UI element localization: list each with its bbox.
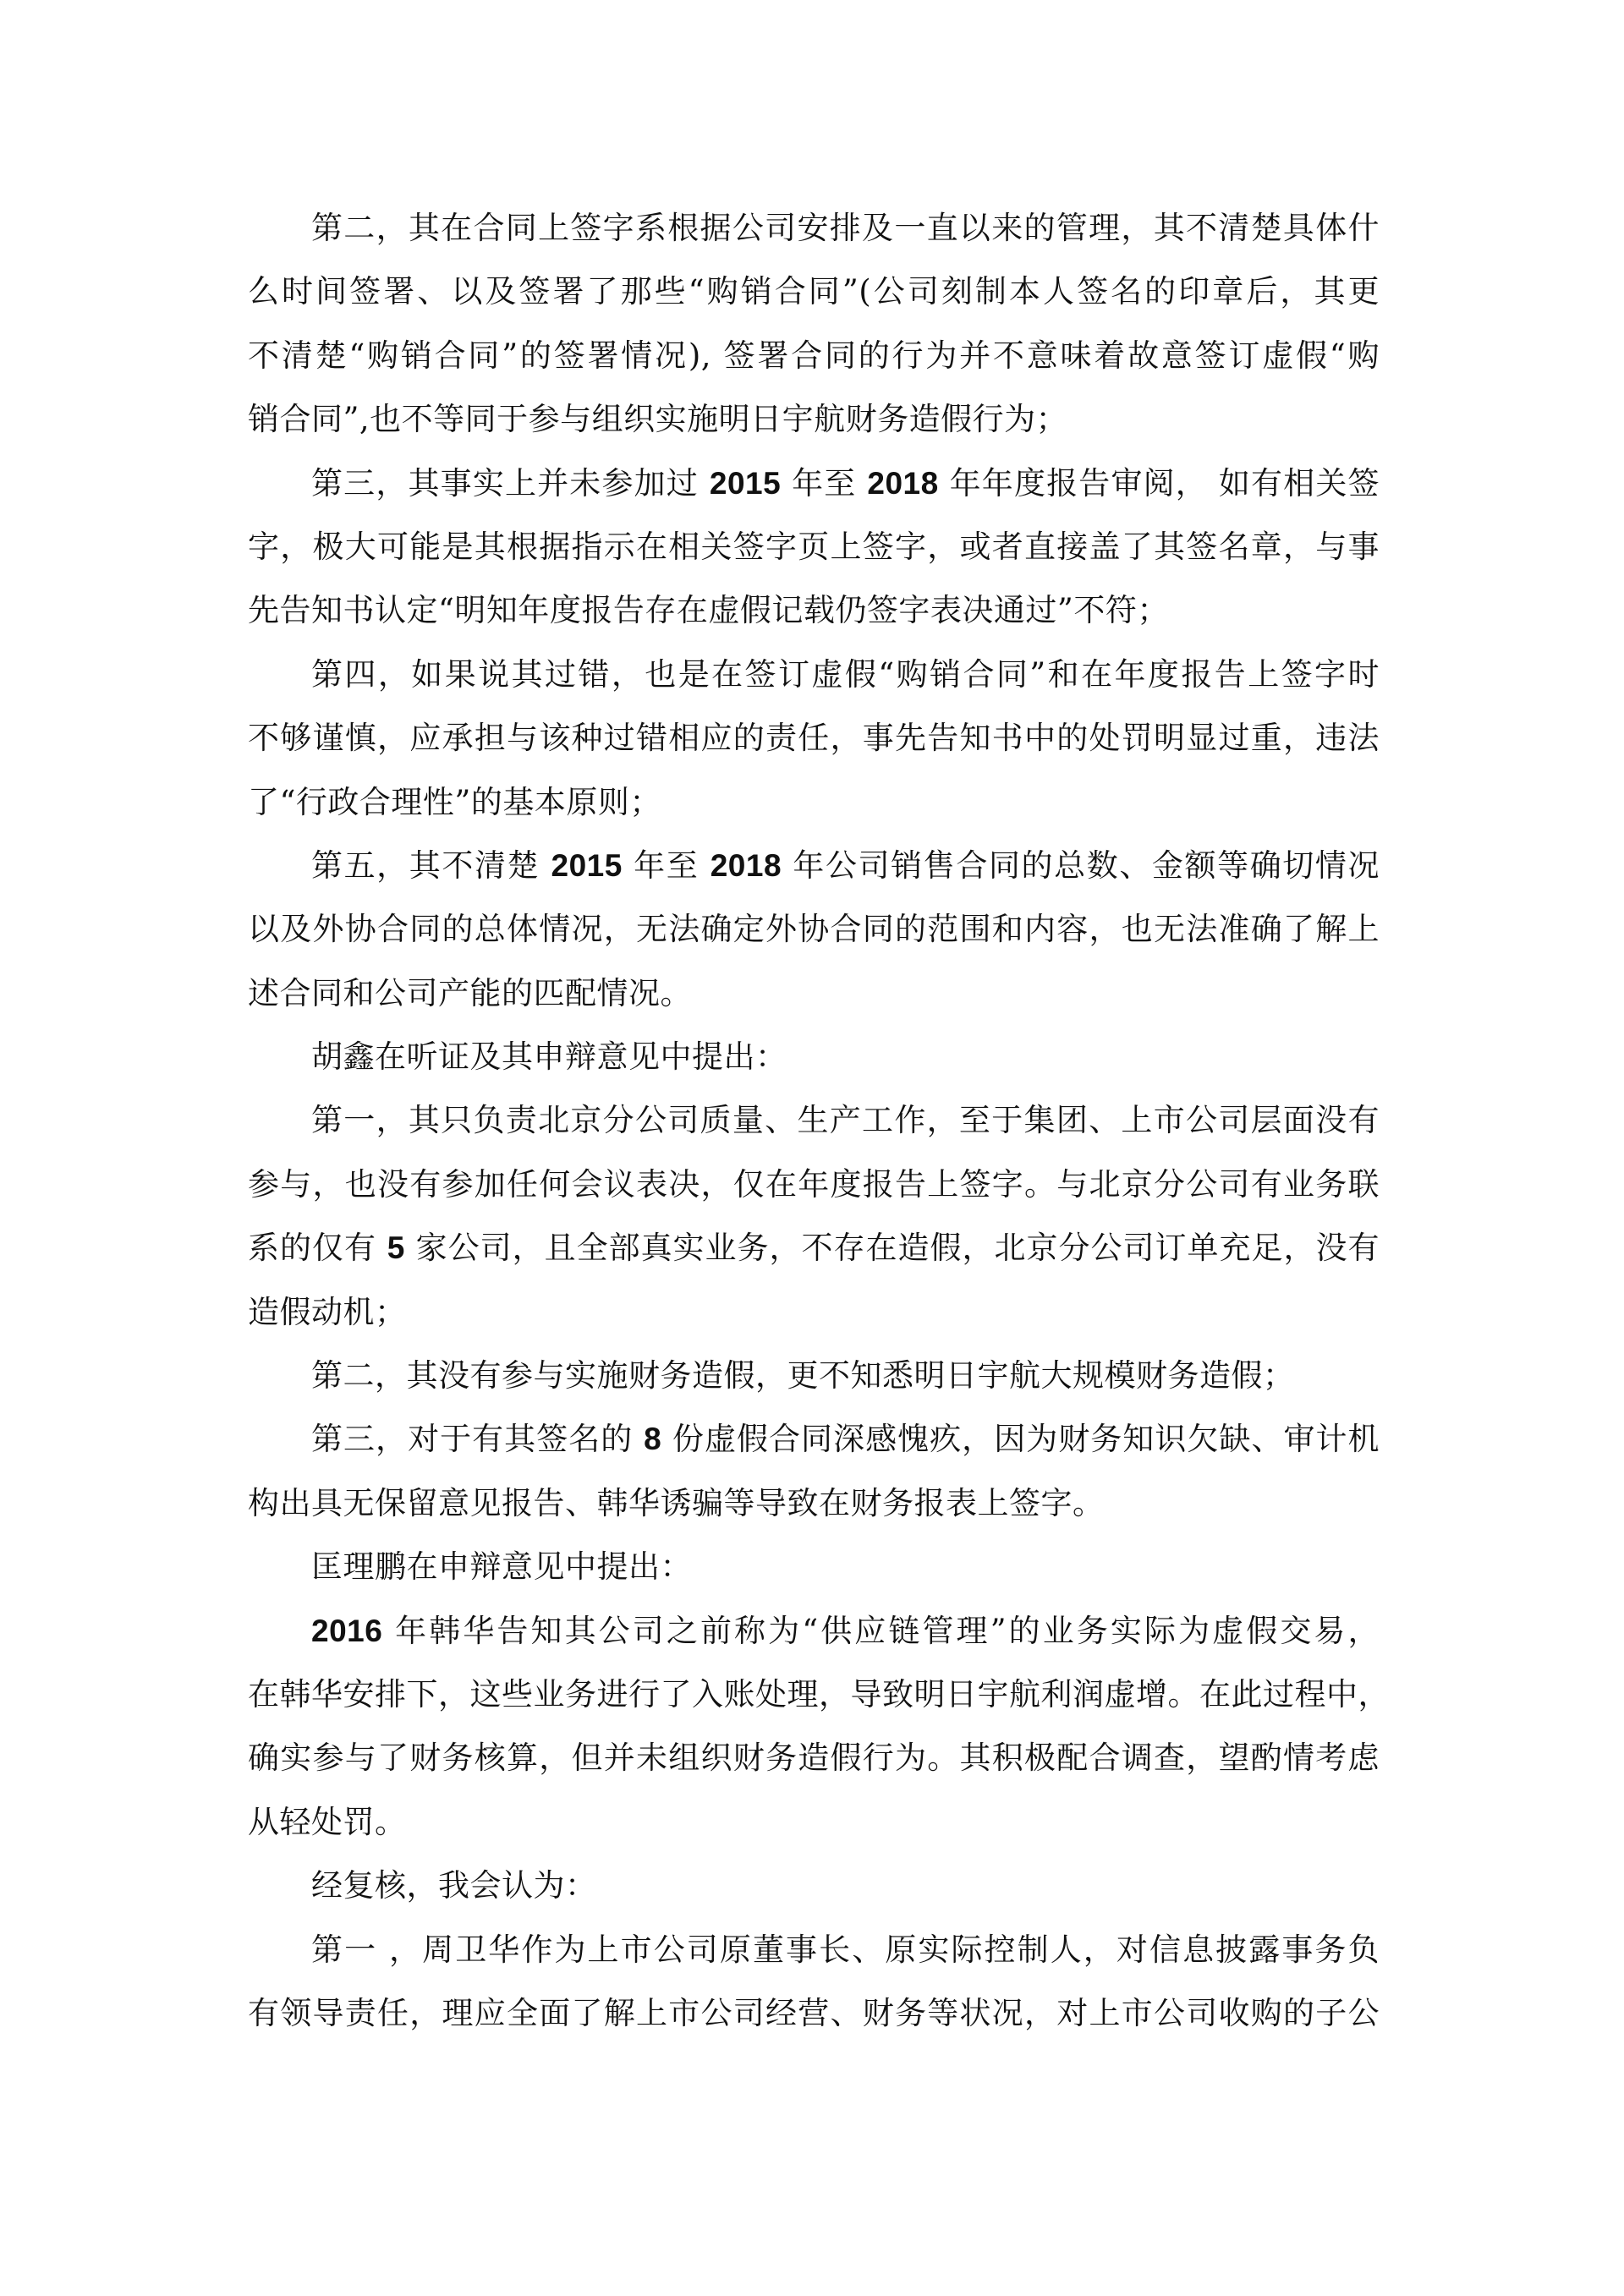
text-line: 2016 年韩华告知其公司之前称为“供应链管理”的业务实际为虚假交易， [311, 1612, 1380, 1649]
numeral: 2015 [709, 465, 782, 501]
text-line: 不够谨慎，应承担与该种过错相应的责任，事先告知书中的处罚明显过重，违法 [248, 720, 1380, 757]
numeral: 2015 [551, 847, 623, 883]
paragraph-kuang-lipeng-heading [248, 1535, 1380, 1598]
text-line: 么时间签署、以及签署了那些“购销合同”(公司刻制本人签名的印章后，其更 [248, 273, 1380, 310]
paragraph-third-point-annual-report [248, 452, 1380, 643]
text-line: 第二，其没有参与实施财务造假，更不知悉明日宇航大规模财务造假； [311, 1357, 1295, 1395]
text-line: 第四，如果说其过错，也是在签订虚假“购销合同”和在年度报告上签字时 [311, 655, 1380, 693]
text-line: 了“行政合理性”的基本原则； [248, 783, 661, 820]
paragraph-second-point-signing [248, 196, 1380, 452]
text-line: 以及外协合同的总体情况，无法确定外协合同的范围和内容，也无法准确了解上 [248, 911, 1380, 948]
paragraph-hu-xin-heading [248, 1025, 1380, 1088]
text-line: 匡理鹏在申辩意见中提出： [311, 1548, 692, 1586]
paragraph-fifth-point-contracts [248, 834, 1380, 1025]
text-line: 述合同和公司产能的匹配情况。 [248, 974, 692, 1011]
paragraph-review-heading [248, 1854, 1380, 1917]
paragraph-hu-xin-third [248, 1407, 1380, 1535]
text-line: 从轻处罚。 [248, 1803, 407, 1840]
text-line: 第一，其只负责北京分公司质量、生产工作，至于集团、上市公司层面没有 [311, 1102, 1380, 1139]
text-line: 系的仅有 5 家公司，且全部真实业务，不存在造假，北京分公司订单充足，没有 [248, 1230, 1380, 1267]
text-line: 确实参与了财务核算，但并未组织财务造假行为。其积极配合调查，望酌情考虑 [248, 1740, 1380, 1777]
document-body [248, 196, 1390, 2045]
text-line: 第三，其事实上并未参加过 2015 年至 2018 年年度报告审阅， 如有相关签 [311, 464, 1380, 501]
text-line: 胡鑫在听证及其申辩意见中提出： [311, 1038, 787, 1076]
text-line: 构出具无保留意见报告、韩华诱骗等导致在财务报表上签字。 [248, 1484, 1105, 1521]
text-line: 在韩华安排下，这些业务进行了入账处理，导致明日宇航利润虚增。在此过程中， [248, 1675, 1390, 1712]
numeral: 2018 [710, 847, 782, 883]
text-line: 第一 ，周卫华作为上市公司原董事长、原实际控制人，对信息披露事务负 [311, 1931, 1380, 1968]
text-line: 字，极大可能是其根据指示在相关签字页上签字，或者直接盖了其签名章，与事 [248, 528, 1380, 565]
paragraph-hu-xin-second [248, 1344, 1380, 1407]
paragraph-fourth-point-fault [248, 643, 1380, 834]
numeral: 2016 [311, 1613, 383, 1648]
paragraph-kuang-lipeng-statement [248, 1599, 1390, 1855]
numeral: 5 [387, 1230, 405, 1266]
text-line: 先告知书认定“明知年度报告存在虚假记载仍签字表决通过”不符； [248, 592, 1169, 629]
paragraph-review-first [248, 1918, 1380, 2046]
paragraph-hu-xin-first [248, 1088, 1380, 1344]
text-line: 第二，其在合同上签字系根据公司安排及一直以来的管理，其不清楚具体什 [311, 210, 1380, 246]
numeral: 2018 [867, 465, 939, 501]
text-line: 第五，其不清楚 2015 年至 2018 年公司销售合同的总数、金额等确切情况 [311, 847, 1380, 884]
text-line: 经复核，我会认为： [311, 1867, 597, 1904]
numeral: 8 [644, 1422, 662, 1457]
text-line: 销合同”,也不等同于参与组织实施明日宇航财务造假行为； [248, 401, 1068, 438]
text-line: 不清楚“购销合同”的签署情况), 签署合同的行为并不意味着故意签订虚假“购 [248, 337, 1380, 374]
text-line: 造假动机； [248, 1293, 407, 1330]
text-line: 参与，也没有参加任何会议表决，仅在年度报告上签字。与北京分公司有业务联 [248, 1165, 1380, 1203]
text-line: 有领导责任，理应全面了解上市公司经营、财务等状况，对上市公司收购的子公 [248, 1994, 1380, 2031]
text-line: 第三，对于有其签名的 8 份虚假合同深感愧疚，因为财务知识欠缺、审计机 [311, 1421, 1380, 1458]
